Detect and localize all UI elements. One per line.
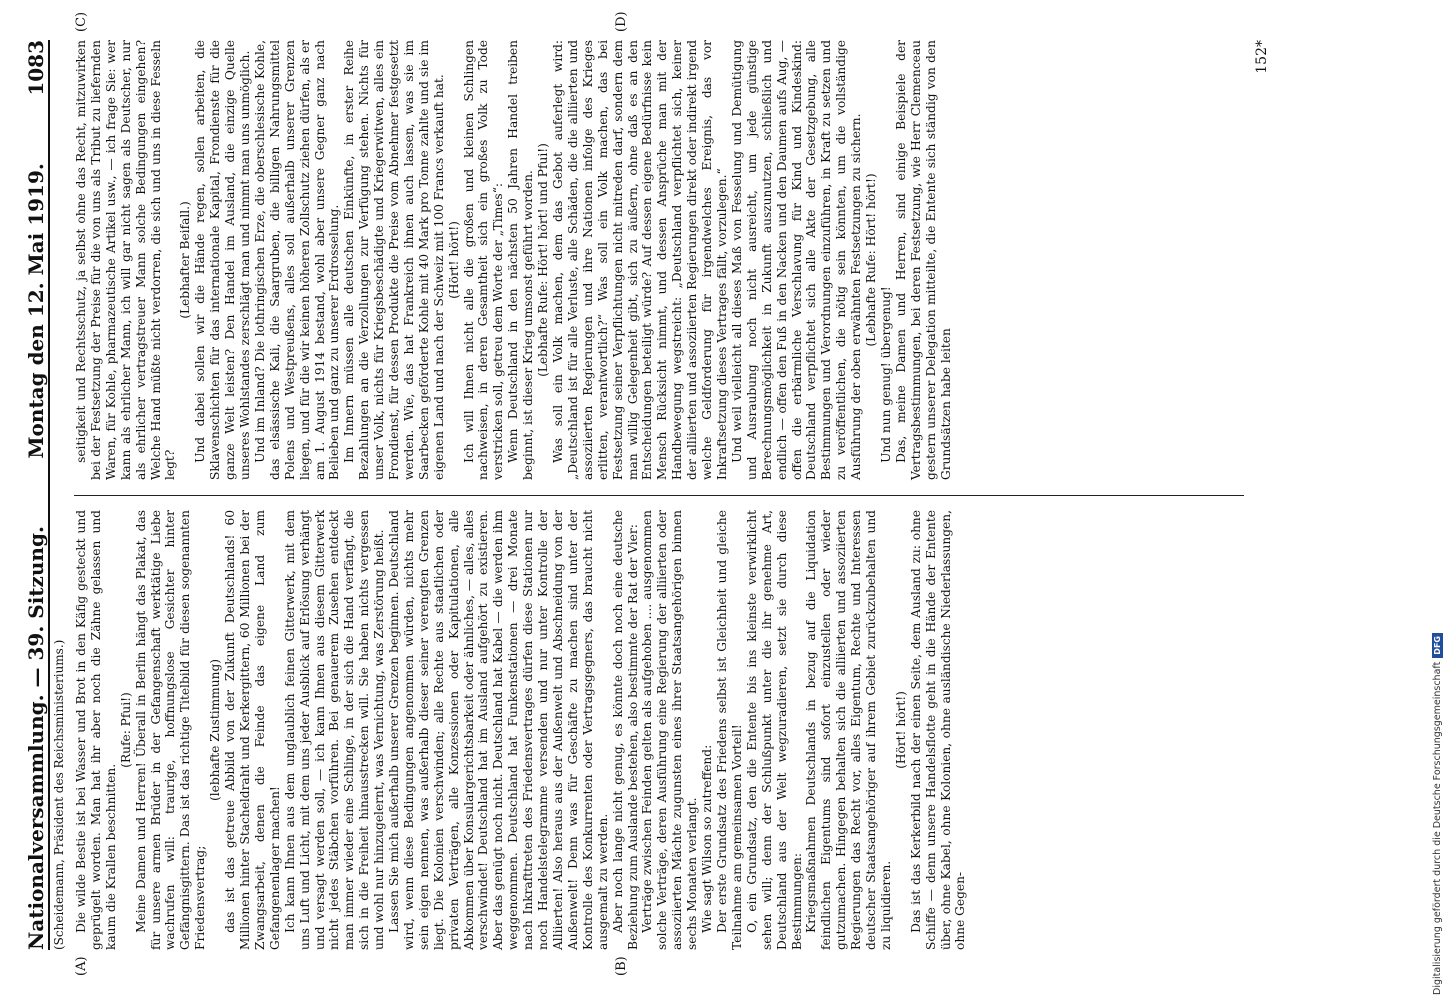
paragraph: Das ist das Kerkerbild nach der einen Seite, dem Ausland zu: ohne Schiffe — denn unsere Handelsflotte geht in die Hände der Entente über, ohne Kabel, ohne Kolonien, ohne ausländische Niederlassungen, ohne Gegen- xyxy=(908,510,968,950)
paragraph: Und weil vielleicht all dieses Maß von Fesselung und Demütigung und Ausraubung noch nicht ausreicht, um jede günstige Berechnungsmöglichkeit in Zukunft auszunutzen, schließlich und endlich — offen den Fuß in den Nacken und den Daumen aufs Aug, — offen die erbärmliche Verschlavung für Kind und Kindeskind: Deutschland verpflichtet sich alle Akte der Gesetzgebung, alle Bestimmungen und Verordnungen einzuführen, in Kraft zu setzen und zu veröffentlichen, die nötig sein könnten, um die vollständige Ausführung der oben erwähnten Festsetzungen zu sichern. xyxy=(729,40,864,480)
column-divider xyxy=(74,495,1244,496)
digitization-credit xyxy=(1415,0,1443,1000)
paragraph: Der erste Grundsatz des Friedens selbst ist Gleichheit und gleiche Teilnahme am gemeinsamen Vorteil! xyxy=(714,510,744,950)
header-left: Nationalversammlung. — 39. Sitzung. xyxy=(24,526,48,950)
paragraph: (Rufe: Pfui!) xyxy=(118,692,133,768)
paragraph: Im Innern müssen alle deutschen Einkünfte, in erster Reihe Bezahlungen an die Verzollungen zur Verfügung stehen. Nichts für unser Volk, nichts für Kriegsbeschädigte und Kriegerwitwen, alles ein Frondienst, für dessen Produkte die Preise vom Abnehmer festgesetzt werden. Wie, das hat Frankreich ihnen auch lassen, was sie im Saarbecken geförderte Kohle mit 40 Mark pro Tonne zahlte und sie im eigenen Land und nach der Schweiz mit 100 Francs verkauft hat. xyxy=(342,40,446,480)
paragraph: (Hört! hört!) xyxy=(893,691,908,769)
margin-mark-d: (D) xyxy=(614,11,629,32)
header-center: Montag den 12. Mai 1919. xyxy=(24,163,48,459)
paragraph: (Lebhafter Beifall.) xyxy=(178,201,193,319)
digitization-text: Digitalisierung gefördert durch die Deutsche Forschungsgemeinschaft xyxy=(1432,661,1443,995)
paragraph: Aber noch lange nicht genug, es könnte doch noch eine deutsche Beziehung zum Auslande bestehen, also bestimmte der Rat der Vier: xyxy=(610,510,640,950)
paragraph: O, ein Grundsatz, den die Entente bis ins kleinste verwirklicht sehen will; denn der Schlußpunkt unter die ihr genehme Art, Deutschland aus der Welt wegzuradieren, setzt sie durch diese Bestimmungen: xyxy=(744,510,804,950)
left-column xyxy=(74,510,1244,950)
paragraph: Kriegsmaßnahmen Deutschlands in bezug auf die Liquidation feindlichen Eigentums sind sofort einzustellen oder wieder gutzumachen. Hingegen behalten sich die alliierten und assoziierten Regierungen das Recht vor, alles Eigentum, Rechte und Interessen deutscher Staatsangehöriger auf ihrem Gebiet zurückzubehalten und zu liquidieren. xyxy=(804,510,893,950)
paragraph: Und nun genug! übergenug! xyxy=(878,286,893,463)
paragraph: Das, meine Damen und Herren, sind einige Beispiele der Vertragsbestimmungen, bei deren Festsetzung, wie Herr Clemenceau gestern unserer Delegation mitteilte, die Entente sich ständig von den Grundsätzen habe leiten xyxy=(893,40,953,480)
paragraph: Die wilde Bestie ist bei Wasser und Brot in den Käfig gesteckt und geprügelt worden. Man hat ihr aber noch die Zähne gelassen und kaum die Krallen beschnitten. xyxy=(74,510,118,950)
paragraph: Lassen Sie mich außerhalb unserer Grenzen beginnen. Deutschland wird, wenn diese Bedingungen angenommen würden, nichts mehr sein eigen nennen, was außerhalb dieser seiner verengten Grenzen liegt. Die Kolonien verschwinden; alle Rechte aus staatlichen oder privaten Verträgen, alle Konzessionen oder Kapitulationen, alle Abkommen über Konsulargerichtsbarkeit oder ähnliches, — alles, alles verschwindet! Deutschland hat im Ausland aufgehört zu existieren. Aber das genügt noch nicht. Deutschland hat Kabel — die werden ihm weggenommen. Deutschland hat Funkenstationen — drei Monate nach Inkrafttreten des Friedensvertrages dürfen diese Stationen nur noch Handelstelegramme versenden und nur unter Kontrolle der Alliierten! Also heraus aus der Außenwelt und Abschneidung von der Außenwelt! Denn was für Geschäfte zu machen sind unter der Kontrolle des Konkurrenten oder Vertragsgegners, das braucht nicht ausgemalt zu werden. xyxy=(387,510,610,950)
paragraph: Wenn Deutschland in den nächsten 50 Jahren Handel treiben beginnt, ist dieser Krieg umsonst geführt worden. xyxy=(506,40,536,480)
paragraph: seitigkeit und Rechtsschutz, ja selbst ohne das Recht, mitzuwirken bei der Festsetzung der Preise für die von uns als Tribut zu liefernden Waren, für Kohle, pharmazeutische Artikel usw., — ich frage Sie: wer kann als ehrlicher Mann, ich will gar nicht sagen als Deutscher, nur als ehrlicher vertragstreuer Mann solche Bedingungen eingehen? Welche Hand müßte nicht verdorren, die sich und uns in diese Fesseln legt? xyxy=(74,40,178,480)
paragraph: Meine Damen und Herren! Überall in Berlin hängt das Plakat, das für unsere armen Brüder in der Gefangenschaft werktätige Liebe wachrufen will: traurige, hoffnungslose Gesichter hinter Gefängnisgittern. Das ist das richtige Titelbild für diesen sogenannten Friedensvertrag; xyxy=(133,510,208,950)
speaker-note: (Scheidemann, Präsident des Reichsministeriums.) xyxy=(52,639,66,950)
paragraph: Was soll ein Volk machen, dem das Gebot auferlegt wird: „Deutschland ist für alle Verluste, alle Schäden, die die alliierten und assoziierten Regierungen und ihre Nationen infolge des Krieges erlitten, verantwortlich?“ Was soll ein Volk machen, das bei Festsetzung seiner Verpflichtungen nicht mitreden darf, sondern dem man willig Gelegenheit gibt, sich zu äußern, ohne daß es an den Entscheidungen beteiligt würde? Auf dessen eigene Bedürfnisse kein Mensch Rücksicht nimmt, und dessen Ansprüche man mit der Handbewegung wegstreicht: „Deutschland verpflichtet sich, keiner der alliierten und assoziierten Regierungen direkt oder indirekt irgend welche Geldforderung für irgendwelches Ereignis, das vor Inkraftsetzung dieses Vertrages fällt, vorzulegen.“ xyxy=(551,40,729,480)
newspaper-page xyxy=(4,0,1394,990)
paragraph: (lebhafte Zustimmung) xyxy=(208,659,223,802)
paragraph: (Lebhafte Rufe: Hört! hört!) xyxy=(864,173,879,347)
paragraph: (Lebhafte Rufe: Hört! hört! und Pfui!) xyxy=(536,143,551,377)
page-header xyxy=(14,40,50,950)
paragraph: (Hört! hört!) xyxy=(446,221,461,299)
page-number-header: 1083 xyxy=(24,40,48,96)
paragraph: Ich kann Ihnen aus dem unglaublich feinen Gitterwerk, mit dem uns Luft und Licht, mit dem uns jeder Ausblick auf Erlösung verhängt und versagt werden soll, — ich kann Ihnen aus diesem Gitterwerk nicht jedes Stäbchen vorführen. Bei genauerem Zusehen entdeckt man immer wieder eine Schlinge, in der sich die Hand verfängt, die sich in die Freiheit hinausstrecken will. Sie haben nichts vergessen und wohl nur hinzugelernt, was Vernichtung, was Zerstörung heißt. xyxy=(282,510,387,950)
paragraph: Wie sagt Wilson so zutreffend: xyxy=(700,744,715,933)
page-footer-number: 152* xyxy=(1254,40,1270,74)
paragraph: Und im Inland? Die lothringischen Erze, die oberschlesische Kohle, das elsässische Kali, die Saargruben, die billigen Nahrungsmittel Polens und Westpreußens, alles soll außerhalb unserer Grenzen liegen, und für die wir keinen höheren Zollschutz ziehen dürfen, als er am 1. August 1914 bestand, wohl aber unsere Gegner ganz nach Belieben und ganz zu unserer Erdrosselung. xyxy=(252,40,342,480)
dfg-logo: DFG xyxy=(1432,633,1443,658)
margin-mark-a: (A) xyxy=(74,956,89,976)
right-column xyxy=(74,40,1244,480)
paragraph: Verträge zwischen Feinden gelten als aufgehoben .... ausgenommen solche Verträge, deren Ausführung eine Regierung der alliierten oder assoziierten Mächte zugunsten eines ihrer Staatsangehörigen binnen sechs Monaten verlangt. xyxy=(640,510,700,950)
paragraph: Ich will Ihnen nicht alle die großen und kleinen Schlingen nachweisen, in deren Gesamtheit sich ein großes Volk zu Tode verstricken soll, getreu dem Worte der „Times“: xyxy=(461,40,506,480)
paragraph: das ist das getreue Abbild von der Zukunft Deutschlands! 60 Millionen hinter Stacheldraht und Kerkergittern, 60 Millionen bei der Zwangsarbeit, denen die Feinde das eigene Land zum Gefangenenlager machen! xyxy=(223,510,282,950)
margin-mark-c: (C) xyxy=(74,11,89,32)
paragraph: Und dabei sollen wir die Hände regen, sollen arbeiten, die Sklavenschichten für das internationale Kapital, Frondienste für die ganze Welt leisten? Den Handel im Ausland, die einzige Quelle unseres Wohlstandes zerschlägt man und nimmt man uns unmöglich. xyxy=(193,40,252,480)
margin-mark-b: (B) xyxy=(614,956,629,976)
